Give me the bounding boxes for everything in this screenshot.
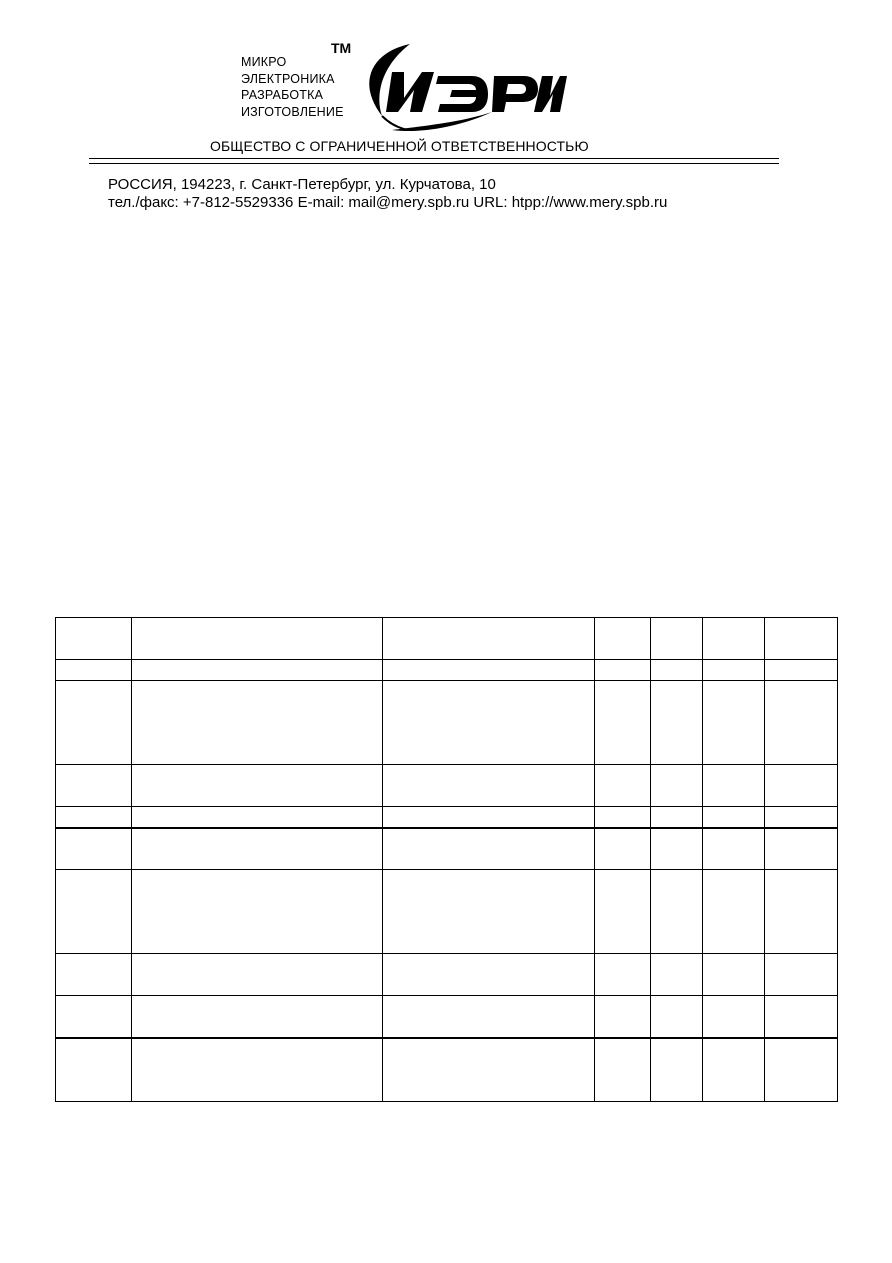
- company-contacts: тел./факс: +7-812-5529336 E-mail: mail@mery.spb.ru URL: htpp://www.mery.spb.ru: [108, 194, 668, 211]
- logo-line: ЭЛЕКТРОНИКА: [241, 71, 335, 86]
- company-type: ОБЩЕСТВО С ОГРАНИЧЕННОЙ ОТВЕТСТВЕННОСТЬЮ: [210, 138, 589, 154]
- company-address: РОССИЯ, 194223, г. Санкт-Петербург, ул. Курчатова, 10: [108, 176, 496, 193]
- trademark-sign: TM: [331, 40, 352, 56]
- logo-line: МИКРО: [241, 55, 287, 69]
- logo-line: ИЗГОТОВЛЕНИЕ: [241, 104, 344, 119]
- logo-line: РАЗРАБОТКА: [241, 88, 324, 102]
- table-frame: [56, 618, 838, 1102]
